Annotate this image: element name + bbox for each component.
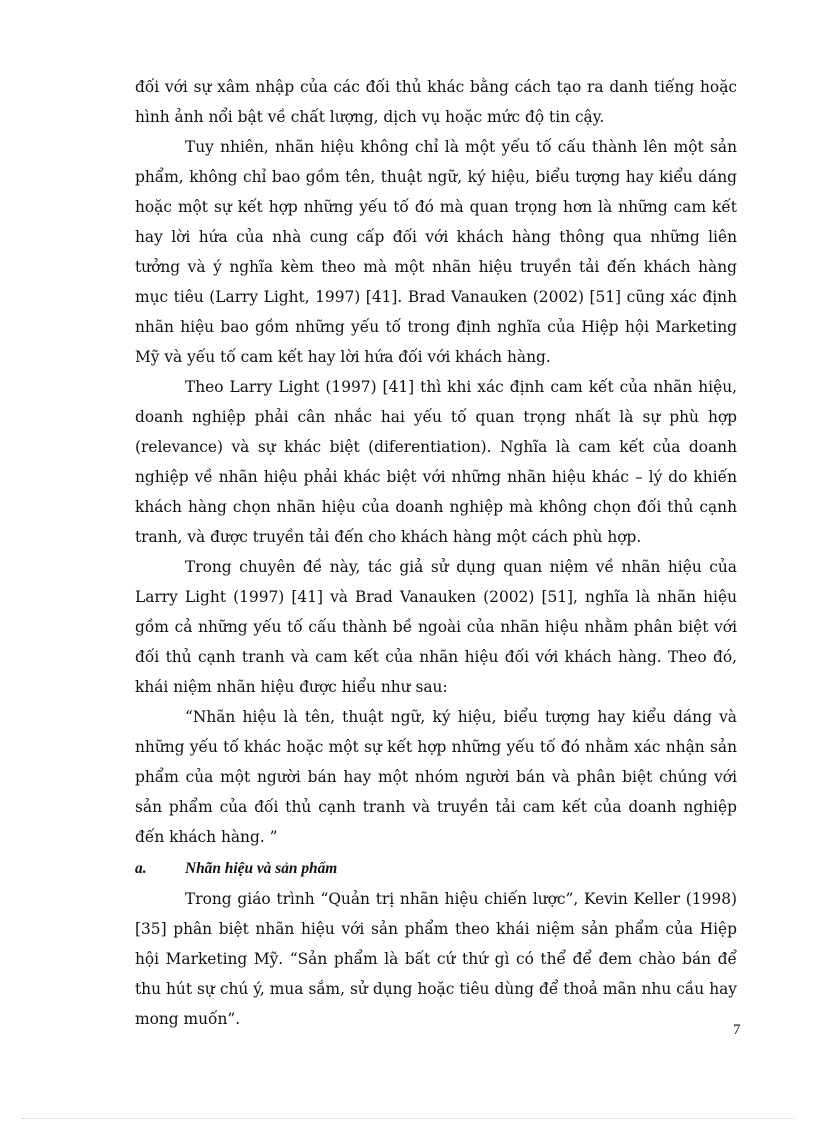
page-number: 7 [733,1022,741,1038]
section-heading [135,854,737,884]
paragraph-author-view: Trong chuyên đề này, tác giả sử dụng quan niệm về nhãn hiệu của Larry Light (1997) [41] và Brad Vanauken (2002) [51], nghĩa là nhãn hiệu gồm cả những yếu tố cấu thành bề ngoài của nhãn hiệu nhằm phân biệt với đối thủ cạnh tranh và cam kết của nhãn hiệu đối với khách hàng. Theo đó, khái niệm nhãn hiệu được hiểu như sau: [135,558,737,696]
paragraph-brand-commitment: Tuy nhiên, nhãn hiệu không chỉ là một yếu tố cấu thành lên một sản phẩm, không chỉ bao gồm tên, thuật ngữ, ký hiệu, biểu tượng hay kiểu dáng hoặc một sự kết hợp những yếu tố đó mà quan trọng hơn là những cam kết hay lời hứa của nhà cung cấp đối với khách hàng thông qua những liên tưởng và ý nghĩa kèm theo mà một nhãn hiệu truyền tải đến khách hàng mục tiêu (Larry Light, 1997) [41]. Brad Vanauken (2002) [51] cũng xác định nhãn hiệu bao gồm những yếu tố trong định nghĩa của Hiệp hội Marketing Mỹ và yếu tố cam kết hay lời hứa đối với khách hàng. [135,138,737,366]
section-number: a. [135,860,147,877]
paragraph-product-vs-brand: Trong giáo trình “Quản trị nhãn hiệu chiến lược”, Kevin Keller (1998) [35] phân biệt nhãn hiệu với sản phẩm theo khái niệm sản phẩm của Hiệp hội Marketing Mỹ. “Sản phẩm là bất cứ thứ gì có thể để đem chào bán để thu hút sự chú ý, mua sắm, sử dụng hoặc tiêu dùng để thoả mãn nhu cầu hay mong muốn”. [135,890,737,1028]
footer-divider [22,1118,794,1119]
paragraph-larry-light: Theo Larry Light (1997) [41] thì khi xác định cam kết của nhãn hiệu, doanh nghiệp phải cân nhắc hai yếu tố quan trọng nhất là sự phù hợp (relevance) và sự khác biệt (diferentiation). Nghĩa là cam kết của doanh nghiệp về nhãn hiệu phải khác biệt với những nhãn hiệu khác – lý do khiến khách hàng chọn nhãn hiệu của doanh nghiệp mà không chọn đối thủ cạnh tranh, và được truyền tải đến cho khách hàng một cách phù hợp. [135,378,737,546]
section-title: Nhãn hiệu và sản phẩm [185,860,338,877]
paragraph-brand-definition: “Nhãn hiệu là tên, thuật ngữ, ký hiệu, biểu tượng hay kiểu dáng và những yếu tố khác hoặc một sự kết hợp những yếu tố đó nhằm xác nhận sản phẩm của một người bán hay một nhóm người bán và phân biệt chúng với sản phẩm của đối thủ cạnh tranh và truyền tải cam kết của doanh nghiệp đến khách hàng. ” [135,708,737,846]
paragraph-continuation: đối với sự xâm nhập của các đối thủ khác bằng cách tạo ra danh tiếng hoặc hình ảnh nổi bật về chất lượng, dịch vụ hoặc mức độ tin cậy. [135,78,737,126]
document-body [135,72,737,1034]
